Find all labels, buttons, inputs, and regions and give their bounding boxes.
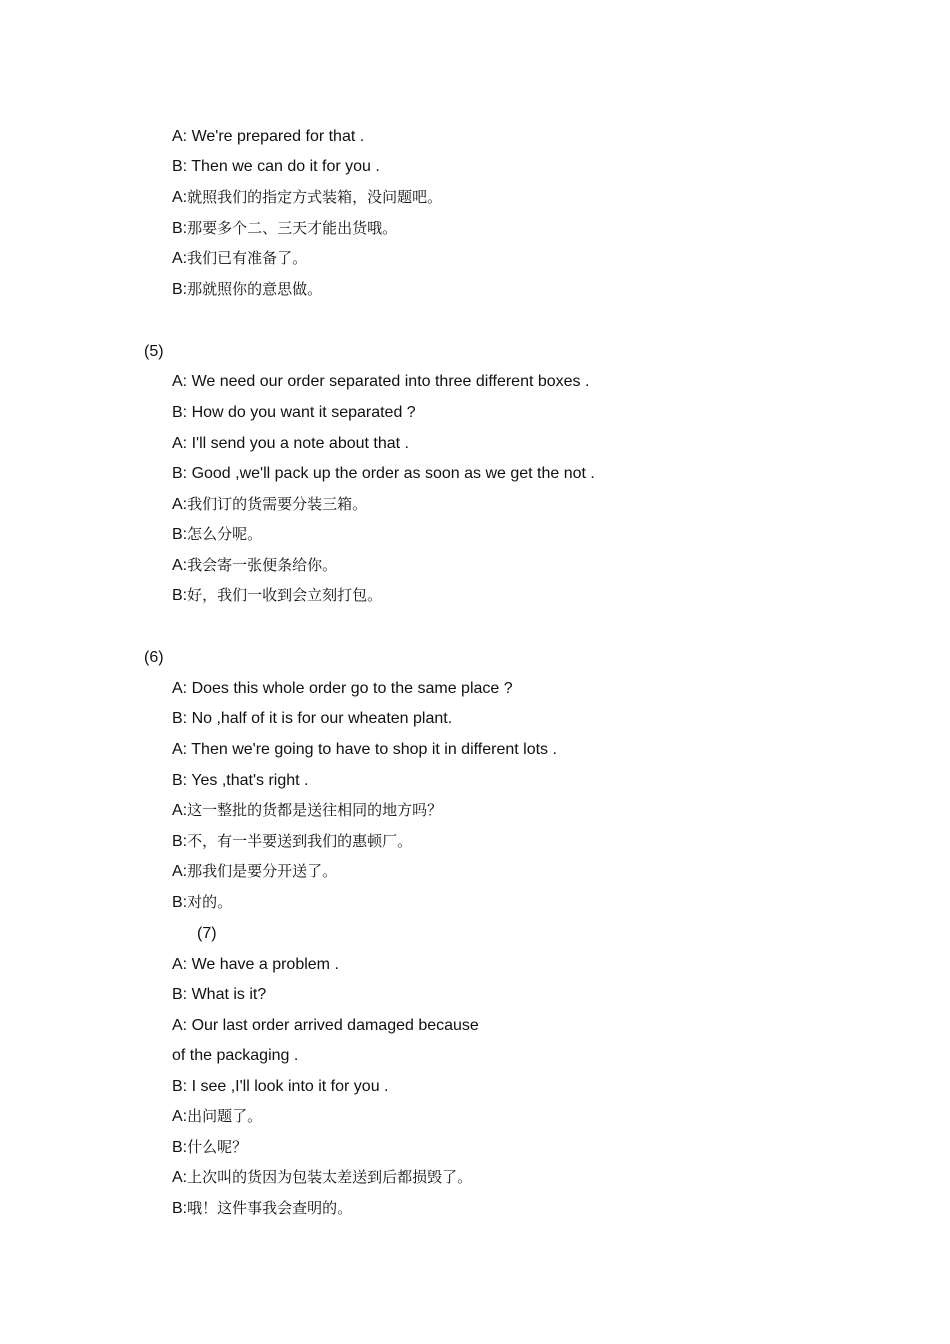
dialogue-line: A:上次叫的货因为包装太差送到后都损毁了。 [172, 1168, 473, 1186]
dialogue-line: A:这一整批的货都是送往相同的地方吗？ [172, 801, 443, 819]
dialogue-line: of the packaging . [172, 1047, 299, 1064]
dialogue-line: B:不，有一半要送到我们的惠顿厂。 [172, 832, 413, 850]
dialogue-line: A:就照我们的指定方式装箱，没问题吧。 [172, 188, 443, 206]
dialogue-line: A: Does this whole order go to the same place ? [172, 680, 513, 697]
dialogue-line: A: Then we're going to have to shop it in different lots . [172, 741, 557, 758]
dialogue-line: B:那就照你的意思做。 [172, 280, 323, 298]
dialogue-line: B: Then we can do it for you . [172, 158, 380, 175]
dialogue-line: B:哦！这件事我会查明的。 [172, 1199, 353, 1217]
dialogue-line: B: Yes ,that's right . [172, 772, 309, 789]
dialogue-line: A:我们已有准备了。 [172, 249, 308, 267]
dialogue-line: A: I'll send you a note about that . [172, 435, 409, 452]
dialogue-line: B:什么呢？ [172, 1138, 248, 1156]
section-label: (6) [144, 649, 164, 666]
dialogue-line: B:那要多个二、三天才能出货哦。 [172, 219, 398, 237]
dialogue-line: A:我会寄一张便条给你。 [172, 556, 338, 574]
dialogue-line: A: We're prepared for that . [172, 128, 365, 145]
dialogue-line: B:好，我们一收到会立刻打包。 [172, 586, 383, 604]
dialogue-line: A:我们订的货需要分装三箱。 [172, 495, 368, 513]
dialogue-line: A:出问题了。 [172, 1107, 263, 1125]
dialogue-line: B:对的。 [172, 893, 233, 911]
section-label: (5) [144, 343, 164, 360]
dialogue-line: B:怎么分呢。 [172, 525, 263, 543]
dialogue-line: B: What is it? [172, 986, 267, 1003]
dialogue-line: B: I see ,I'll look into it for you . [172, 1078, 389, 1095]
dialogue-line: B: How do you want it separated ? [172, 404, 416, 421]
dialogue-line: A: We have a problem . [172, 956, 339, 973]
dialogue-line: B: Good ,we'll pack up the order as soon as we get the not . [172, 465, 595, 482]
dialogue-line: A: We need our order separated into three different boxes . [172, 373, 590, 390]
dialogue-line: A:那我们是要分开送了。 [172, 862, 338, 880]
section-label: (7) [197, 925, 217, 942]
dialogue-line: B: No ,half of it is for our wheaten plant. [172, 710, 453, 727]
dialogue-line: A: Our last order arrived damaged because [172, 1017, 479, 1034]
